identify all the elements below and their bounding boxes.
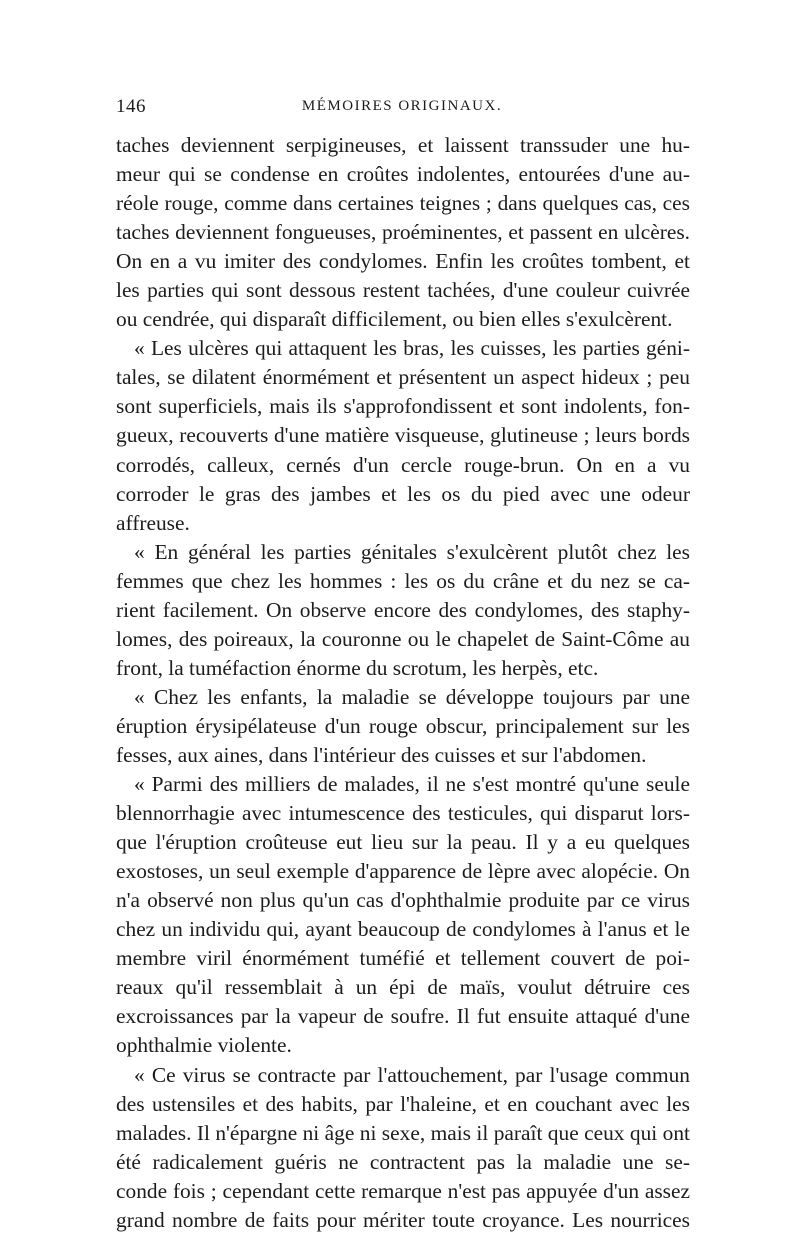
paragraph: taches deviennent serpigineuses, et laissent transsuder une hu- meur qui se condense en croûtes indolentes, entourées d'une au- réole rouge, comme dans certaines teignes ; dans quelques cas, ces taches deviennent fongueuses, proéminentes, et passent en ulcères. On en a vu imiter des condylomes. Enfin les croûtes tombent, et les parties qui sont dessous restent tachées, d'une couleur cuivrée ou cendrée, qui disparaît difficilement, ou bien elles s'exulcèrent.: [116, 133, 690, 332]
paragraph: « En général les parties génitales s'exulcèrent plutôt chez les femmes que chez les hommes : les os du crâne et du nez se ca- rient facilement. On observe encore des condylomes, des staphy- lomes, des poireaux, la couronne ou le chapelet de Saint-Côme au front, la tuméfaction énorme du scrotum, les herpès, etc.: [116, 539, 690, 680]
page-header: [116, 96, 688, 126]
running-head: MÉMOIRES ORIGINAUX.: [301, 98, 503, 114]
paragraph: « Les ulcères qui attaquent les bras, les cuisses, les parties géni- tales, se dilatent énormément et présentent un aspect hideux ; peu sont superficiels, mais ils s'approfondissent et sont indolents, fon- gueux, recouverts d'une matière visqueuse, glutineuse ; leurs bords corrodés, calleux, cernés d'un cercle rouge-brun. On en a vu corroder le gras des jambes et les os du pied avec une odeur affreuse.: [116, 336, 690, 535]
body-text: [116, 131, 690, 1235]
paragraph: « Ce virus se contracte par l'attouchement, par l'usage commun des ustensiles et des habits, par l'haleine, et en couchant avec les malades. Il n'épargne ni âge ni sexe, mais il paraît que ceux qui ont été radicalement guéris ne contractent pas la maladie une se- conde fois ; cependant cette remarque n'est pas appuyée d'un assez grand nombre de faits pour mériter toute croyance. Les nourrices: [116, 1062, 690, 1232]
page-number: 146: [116, 96, 146, 117]
paragraph: « Parmi des milliers de malades, il ne s'est montré qu'une seule blennorrhagie avec intumescence des testicules, qui disparut lors- que l'éruption croûteuse eut lieu sur la peau. Il y a eu quelques exostoses, un seul exemple d'apparence de lèpre avec alopécie. On n'a observé non plus qu'un cas d'ophthalmie produite par ce virus chez un individu qui, ayant beaucoup de condylomes à l'anus et le membre viril énormément tuméfié et tellement couvert de poi- reaux qu'il ressemblait à un épi de maïs, voulut détruire ces excroissances par la vapeur de soufre. Il fut ensuite attaqué d'une ophthalmie violente.: [116, 772, 690, 1058]
paragraph: « Chez les enfants, la maladie se développe toujours par une éruption érysipélateuse d'un rouge obscur, principalement sur les fesses, aux aines, dans l'intérieur des cuisses et sur l'abdomen.: [116, 684, 690, 767]
